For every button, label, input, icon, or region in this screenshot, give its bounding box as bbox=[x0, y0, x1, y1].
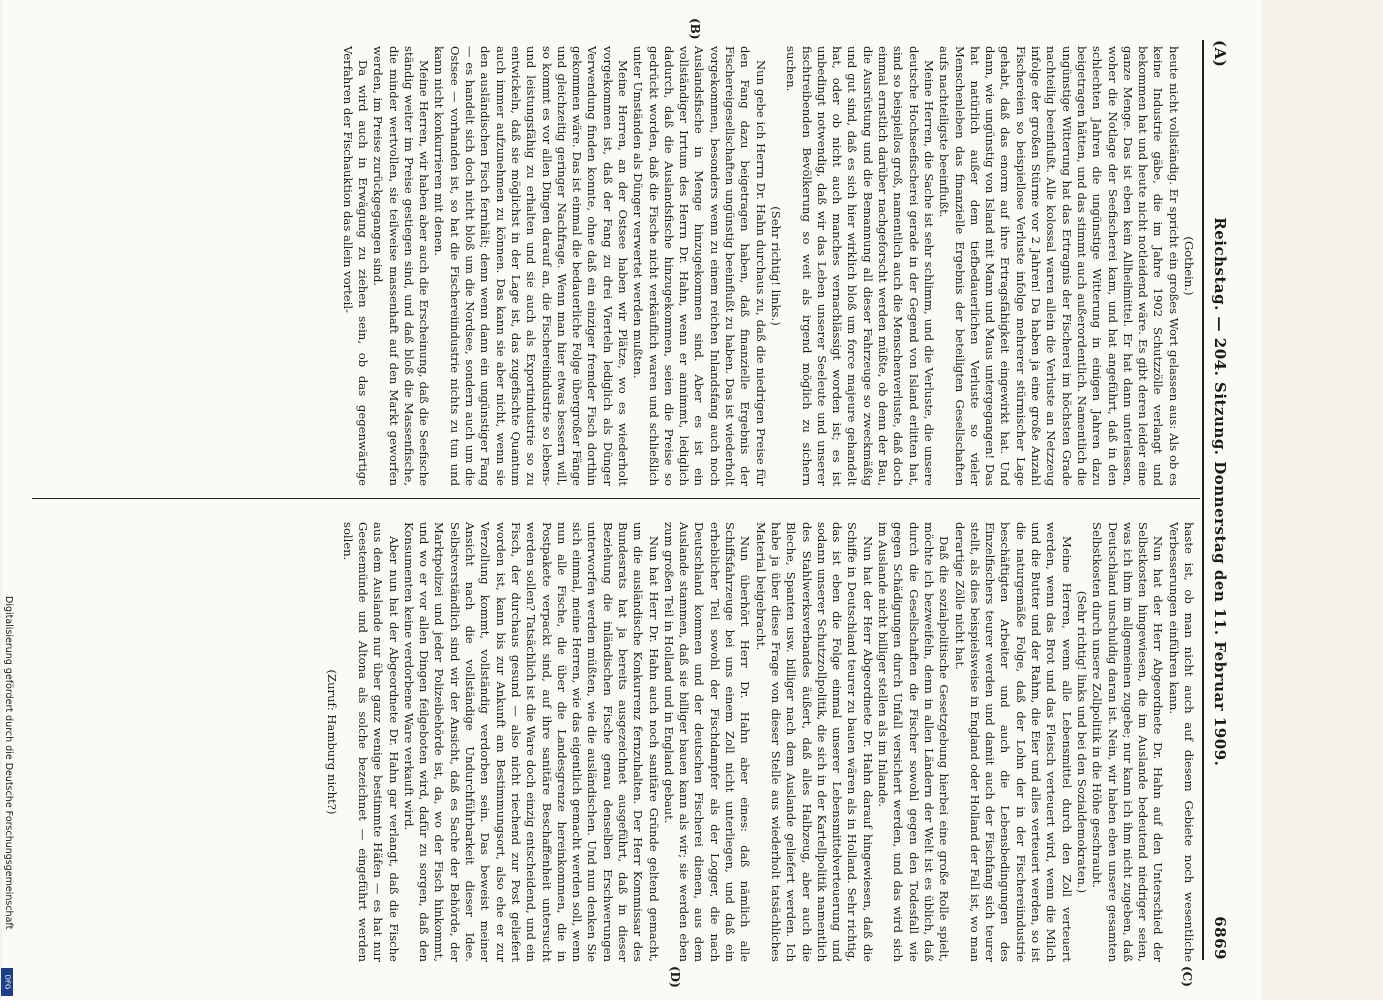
paragraph: Nun überhört Herr Dr. Hahn aber eines: daß nämlich alle Schiffsfahrzeuge bei uns einem Zoll nicht unterliegen, und daß ein erheblicher Teil sowohl der Fischdampfer als der Logger, die nach Deutschland kommen und der deutschen Fischerei dienen, aus dem Auslande stammen, daß sie billiger bauen kann als wir; sie werden eben zum großen Teil in Holland und in England gebaut. bbox=[661, 522, 753, 962]
margin-marker-d: (D) bbox=[668, 966, 682, 988]
speaker-label: (Gothein.) bbox=[1182, 236, 1196, 296]
page-number: 6869 bbox=[1211, 916, 1229, 960]
logo-text: DFG bbox=[3, 974, 11, 990]
credit-text: Digitalisierung gefördert durch die Deutsche Forschungsgemeinschaft bbox=[3, 596, 14, 930]
right-column bbox=[324, 522, 1196, 962]
paragraph: heute nicht vollständig. Er spricht ein großes Wort gelassen aus: Als ob es keine Industrie gäbe, die im Jahre 1902 Schutzzölle verlangt und bekommen hat und heute nicht notleidend wäre. Es gibt deren leider eine ganze Menge. Das ist eben kein Allheilmittel. Er hat dann unterlassen, woher die Notlage der Seefischerei kam, und hat angeführt, daß in den schlechten Jahren die ungünstige Witterung in einigen Jahren dazu beigetragen hätten, und das stimmt auch außerordentlich. Namentlich die ungünstige Witterung hat das Ertragnis der Fischerei im höchsten Grade nachteilig beeinflußt. Alle kolossal waren allein die Verluste an Netzzeug infolge der großen Stürme vor 2 Jahren! Da haben ja eine große Anzahl Fischereien so beispiellose Verluste infolge mehrerer stürmischer Lage gehabt, daß das enorm auf ihre Ertragsfähigkeit eingewirkt hat. Und dann, wie ungünstig von Island mit Mann und Maus untergegangen! Das hat natürlich außer dem tiefbedauerlichen Verluste so vieler Menschenleben das finanzielle Ergebnis der beteiligten Gesellschaften aufs nachteiligste beeinflußt. bbox=[937, 46, 1181, 486]
paragraph: Aber nun hat der Abgeordnete Dr. Hahn gar verlangt, daß die Fische aus dem Auslande nur über ganz wenige bestimmte Häfen — es hat nur Geestemünde und Altona als solche bezeichnet — eingeführt werden sollen. bbox=[340, 522, 401, 962]
margin-marker-b: (B) bbox=[688, 18, 702, 40]
paragraph: Nun hat der Herr Abgeordnete Dr. Hahn auf den Unterschied der Selbstkosten hingewiesen, die im Auslande bedeutend niedriger seien, was ich ihm im allgemeinen zugebe; nur kann ich ihm nicht zugeben, daß Deutschland unschuldig daran ist. Nein, wir haben eben unsere gesamten Selbstkosten durch unsere Zollpolitik in die Höhe geschraubt. bbox=[1090, 522, 1166, 962]
interjection: (Zuruf: Hamburg nicht?) bbox=[325, 669, 340, 815]
rotated-page-content bbox=[2, 0, 1262, 1000]
column-divider bbox=[32, 498, 1200, 499]
paragraph: haste ist, ob man nicht auch auf diesem Gebiete noch wesentliche Verbesserungen einführen kann. bbox=[1166, 522, 1196, 962]
page-title: Reichstag. — 204. Sitzung. Donnerstag den 11. Februar 1909. bbox=[1211, 217, 1229, 767]
dfg-logo bbox=[1, 968, 13, 996]
margin-marker-c: (C) bbox=[1180, 966, 1194, 987]
page-header bbox=[1208, 40, 1232, 960]
paragraph: Daß die sozialpolitische Gesetzgebung hierbei eine große Rolle spielt, möchte ich bezweifeln, denn in allen Ländern der Welt ist es üblich, daß durch die Gesellschaften die Fischer sowohl gegen den Todesfall wie gegen Schädigungen durch Unfall versichert werden, und das wird sich im Auslande nicht billiger stellen als im Inlande. bbox=[876, 522, 952, 962]
paragraph: Nun hat Herr Dr. Hahn auch noch sanitäre Gründe geltend gemacht, um die ausländische Konkurrenz fernzuhalten. Der Herr Kommissar des Bundesrats hat ja bereits ausgezeichnet ausgeführt, daß in dieser Beziehung die inländischen Fische genau denselben Erschwerungen unterworfen werden müßten, wie die ausländischen. Und nun denken Sie sich einmal, meine Herren, wie das eigentlich gemacht werden soll, wenn nun alle Fische, die über die Landesgrenze hereinkommen, die in Postpakete verpackt sind, auf ihre sanitäre Beschaffenheit untersucht werden sollen? Tatsächlich ist die Ware doch einzig entscheidend, und ein Fisch, der durchaus gesund — also nicht riechend zur Post geliefert worden ist, kann bis zur Ankunft am Bestimmungsort, also ehe er zur Verzollung kommt, vollständig verdorben sein. Das beweist meiner Ansicht nach die vollständige Undurchführbarkeit dieser Idee. Selbstverständlich sind wir der Ansicht, daß es Sache der Behörde, der Marktpolizei und jeder Polizeibehörde ist, da, wo der Fisch hinkommt, und wo er vor allen Dingen feilgeboten wird, dafür zu sorgen, daß den Konsumenten keine verdorbene Ware verkauft wird. bbox=[401, 522, 661, 962]
paragraph: Meine Herren, an der Ostsee haben wir Plätze, wo es wiederholt vorgekommen ist, daß der Fang zu drei Vierteln lediglich als Dünger Verwendung finden konnte, ohne daß ein einziger fremder Fisch dorthin gekommen wäre. Das ist einmal die bedauerliche Folge übergroßer Fänge und gleichzeitig geringer Nachfrage. Wenn man hier etwas bessern will, so kommt es vor allen Dingen darauf an, die Fischereiindustrie so lebens- und leistungsfähig zu erhalten und sie auch als Exportindustrie so zu entwickeln, daß sie möglichst in der Lage ist, das zugefischte Quantum auch immer aufzunehmen zu können. Das kann sie aber nicht, wenn sie den ausländischen Fisch fernhält; denn wenn dann ein ungünstiger Fang — es handelt sich doch nicht bloß um die Nordsee, sondern auch um die Ostsee — vorhanden ist, so hat die Fischereiindustrie nichts zu tun und kann nicht konkurrieren mit denen. bbox=[432, 46, 631, 486]
interjection: (Sehr richtig! links.) bbox=[768, 206, 783, 326]
paragraph: Meine Herren, wenn alle Lebensmittel durch den Zoll verteuert werden, wenn das Brot und das Fleisch verteuert wird, wenn die Milch und die Butter und der Rahm, die Eier und alles verteuert werden, so ist die naturgemäße Folge, daß der Lohn der in der Fischereiindustrie beschäftigten Arbeiter und auch die Lebensbedingungen des Einzelfischers teurer werden und damit auch der Fischfang sich teurer stellt, als dies beispielsweise in England oder Holland der Fall ist, wo man derartige Zölle nicht hat. bbox=[952, 522, 1074, 962]
paragraph: Meine Herren, wir haben aber auch die Erscheinung, daß die Seefische ständig weiter im Preise gestiegen sind, und daß bloß die Massenfische, die minder wertvollen, sie teilweise massenhaft auf den Markt geworfen werden, im Preise zurückgegangen sind. bbox=[371, 46, 432, 486]
interjection: (Sehr richtig! links und bei den Sozialdemokraten.) bbox=[1074, 590, 1089, 894]
paragraph: Meine Herren, die Sache ist sehr schlimm, und die Verluste, die unsere deutsche Hochseefischerei gerade in der Gegend von Island erlitten hat, sind so beispiellos groß, namentlich auch die Menschenverluste, daß doch einmal ernstlich darüber nachgeforscht werden müßte, ob denn der Bau, die Ausrüstung und die Bemannung all dieser Fahrzeuge so zweckmäßig und gut sind, daß es sich hier wirklich bloß um force majeure gehandelt hat, oder ob nicht auch manches vernachlässigt worden ist; es ist unbedingt notwendig, daß wir das Leben unserer Seeleute und unserer fischtreibenden Bevölkerung so weit als irgend möglich zu sichern suchen. bbox=[784, 46, 936, 486]
left-column bbox=[339, 46, 1196, 486]
digitization-credit bbox=[2, 596, 14, 1000]
paragraph: Da wird auch in Erwägung zu ziehen sein, ob das gegenwärtige Verfahren der Fischauktion das allein vorteil- bbox=[340, 46, 370, 486]
paragraph: Nun gebe ich Herrn Dr. Hahn durchaus zu, daß die niedrigen Preise für den Fang dazu beigetragen haben, daß finanzielle Ergebnis der Fischereigesellschaften ungünstig beeinflußt zu haben. Das ist wiederholt vorgekommen, besonders wenn zu einem reichen Inlandsfang auch noch Auslandsfische in Menge hinzugekommen sind. Aber es ist ein vollständiger Irrtum des Herrn Dr. Hahn, wenn er annimmt, lediglich dadurch, daß die Auslandsfische hinzugekommen, seien die Preise so gedrückt worden, daß die Fische nicht verkäuflich waren und schließlich unter Umständen als Dünger verwertet werden mußten. bbox=[631, 46, 768, 486]
paragraph: Nun hat der Herr Abgeordnete Dr. Hahn darauf hingewiesen, daß die Schiffe in Deutschland teurer zu bauen wären als in Holland. Sehr richtig, das ist eben die Folge einmal unserer Lebensmittelverteuerung und sodann unserer Schutzzollpolitik, die sich in der Kartellpolitik namentlich des Stahlwerksverbandes äußert, daß alles Halbzeug, aber auch die Bleche, Spanten usw. billiger nach dem Auslande geliefert werden. Ich habe ja über diese Frage von dieser Stelle aus wiederholt tatsächliches Material beigebracht. bbox=[753, 522, 875, 962]
header-rule bbox=[1202, 40, 1204, 960]
header-marker-a: (A) bbox=[1211, 40, 1229, 68]
